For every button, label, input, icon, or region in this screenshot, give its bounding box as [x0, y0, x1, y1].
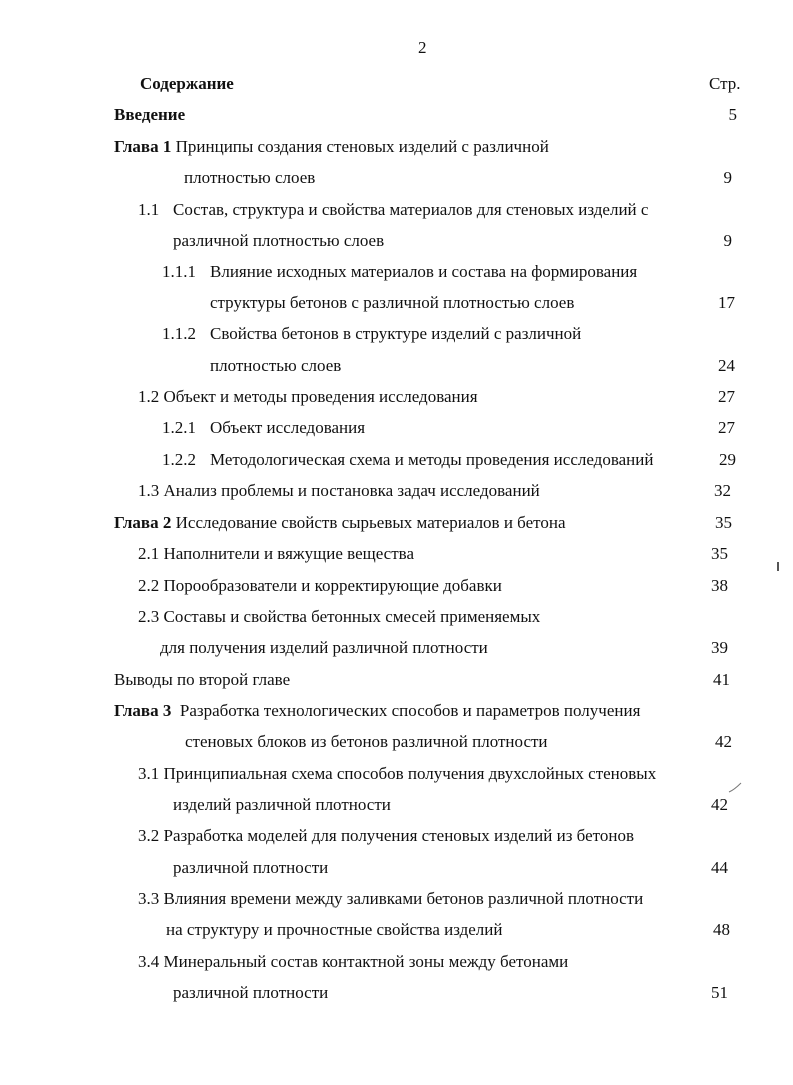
- toc-ch2-line: [114, 513, 566, 533]
- pencil-tick-mark: [728, 782, 742, 794]
- toc-3-3-line2: на структуру и прочностные свойства изделий: [166, 920, 503, 939]
- toc-2-1-page: 35: [711, 544, 728, 563]
- toc-ch2-page: 35: [715, 513, 732, 532]
- toc-ch2-prefix: Глава 2: [114, 513, 172, 532]
- toc-conclusions-page: 41: [713, 670, 730, 689]
- toc-3-2-line2: различной плотности: [173, 858, 329, 877]
- toc-1-1-1-page: 17: [718, 293, 735, 312]
- toc-1-2-1-text: Объект исследования: [210, 418, 366, 437]
- toc-1-2-page: 27: [718, 387, 735, 406]
- toc-3-2-line1: 3.2 Разработка моделей для получения стеновых изделий из бетонов: [138, 826, 634, 845]
- toc-2-1-text: 2.1 Наполнители и вяжущие вещества: [138, 544, 415, 563]
- toc-1-1-1-num: 1.1.1: [162, 262, 196, 281]
- toc-ch3-line1: [114, 701, 640, 721]
- toc-2-3-line2: для получения изделий различной плотности: [160, 638, 488, 657]
- toc-ch1-line2: плотностью слоев: [184, 168, 316, 187]
- toc-1-1-line1: Состав, структура и свойства материалов для стеновых изделий с: [173, 200, 649, 219]
- toc-ch3-title: Разработка технологических способов и параметров получения: [179, 701, 641, 720]
- page-number: 2: [418, 38, 427, 57]
- toc-heading: Содержание: [140, 74, 234, 93]
- toc-ch1-page: 9: [723, 168, 732, 187]
- toc-1-1-2-num: 1.1.2: [162, 324, 196, 343]
- toc-1-2-text: 1.2 Объект и методы проведения исследования: [138, 387, 478, 406]
- page-column-label: Стр.: [709, 74, 741, 93]
- toc-ch2-title: Исследование свойств сырьевых материалов и бетона: [175, 513, 566, 532]
- toc-1-3-text: 1.3 Анализ проблемы и постановка задач исследований: [138, 481, 540, 500]
- toc-3-3-line1: 3.3 Влияния времени между заливками бетонов различной плотности: [138, 889, 644, 908]
- toc-ch3-prefix: Глава 3: [114, 701, 172, 720]
- toc-3-4-line2: различной плотности: [173, 983, 329, 1002]
- toc-1-1-num: 1.1: [138, 200, 160, 219]
- toc-1-1-1-line2: структуры бетонов с различной плотностью слоев: [210, 293, 575, 312]
- toc-intro-page: 5: [728, 105, 737, 124]
- toc-1-2-2-text: Методологическая схема и методы проведения исследований: [210, 450, 654, 469]
- toc-3-2-page: 44: [711, 858, 728, 877]
- toc-3-1-line2: изделий различной плотности: [173, 795, 391, 814]
- toc-ch3-line2: стеновых блоков из бетонов различной плотности: [185, 732, 548, 751]
- toc-ch3-page: 42: [715, 732, 732, 751]
- toc-1-1-1-line1: Влияние исходных материалов и состава на формирования: [210, 262, 638, 281]
- toc-3-4-line1: 3.4 Минеральный состав контактной зоны между бетонами: [138, 952, 569, 971]
- toc-1-1-page: 9: [723, 231, 732, 250]
- toc-ch1-prefix: Глава 1: [114, 137, 172, 156]
- toc-1-1-line2: различной плотностью слоев: [173, 231, 385, 250]
- toc-conclusions-text: Выводы по второй главе: [114, 670, 291, 689]
- toc-1-1-2-line1: Свойства бетонов в структуре изделий с различной: [210, 324, 582, 343]
- toc-2-2-text: 2.2 Порообразователи и корректирующие добавки: [138, 576, 502, 595]
- toc-2-3-page: 39: [711, 638, 728, 657]
- toc-1-2-2-num: 1.2.2: [162, 450, 196, 469]
- toc-1-1-2-line2: плотностью слоев: [210, 356, 342, 375]
- toc-ch1-title: Принципы создания стеновых изделий с различной: [175, 137, 549, 156]
- toc-3-3-page: 48: [713, 920, 730, 939]
- scan-artifact-mark: [777, 562, 779, 571]
- toc-3-4-page: 51: [711, 983, 728, 1002]
- toc-3-1-line1: 3.1 Принципиальная схема способов получения двухслойных стеновых: [138, 764, 657, 783]
- toc-1-2-1-num: 1.2.1: [162, 418, 196, 437]
- toc-1-2-1-page: 27: [718, 418, 735, 437]
- toc-2-3-line1: 2.3 Составы и свойства бетонных смесей применяемых: [138, 607, 541, 626]
- toc-1-2-2-page: 29: [719, 450, 736, 469]
- toc-1-3-page: 32: [714, 481, 731, 500]
- toc-intro-label: Введение: [114, 105, 186, 124]
- toc-2-2-page: 38: [711, 576, 728, 595]
- toc-ch1-line1: [114, 137, 549, 157]
- toc-3-1-page: 42: [711, 795, 728, 814]
- toc-1-1-2-page: 24: [718, 356, 735, 375]
